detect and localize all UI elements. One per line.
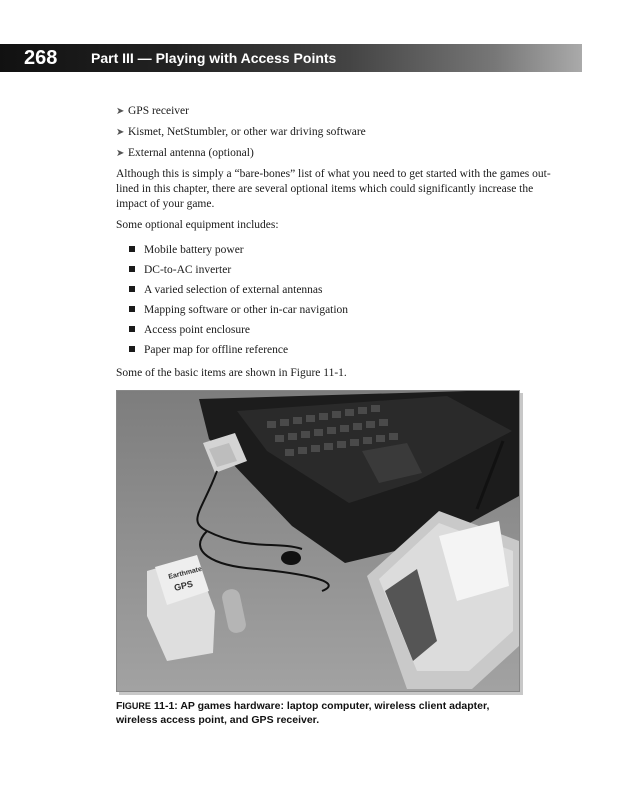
- square-bullet-icon: [129, 326, 135, 332]
- hardware-photo: [116, 390, 520, 692]
- list-item: DC-to-AC inverter: [129, 263, 556, 278]
- gps-brand-label: Earthmate: [167, 565, 203, 581]
- paragraph: Some optional equipment includes:: [116, 219, 279, 231]
- requirements-list: [116, 104, 556, 161]
- square-bullet-icon: [129, 306, 135, 312]
- gps-label: GPS: [173, 578, 194, 593]
- running-head: Part III — Playing with Access Points: [91, 50, 337, 66]
- square-bullet-icon: [129, 286, 135, 292]
- square-bullet-icon: [129, 266, 135, 272]
- arrow-bullet-icon: ➤: [116, 106, 125, 117]
- list-item: ➤ External antenna (optional): [116, 147, 254, 159]
- list-item: A varied selection of external antennas: [129, 283, 556, 298]
- list-item: ➤ GPS receiver: [116, 105, 189, 117]
- arrow-bullet-icon: ➤: [116, 148, 125, 159]
- square-bullet-icon: [129, 346, 135, 352]
- list-item: ➤ Kismet, NetStumbler, or other war driving software: [116, 126, 366, 138]
- figure-label: FIGURE 11-1:: [116, 700, 178, 712]
- paragraph: Although this is simply a “bare-bones” list of what you need to get started with the games out-lined in this chapter, there are several optional items which could significantly increase the impact of your game.: [116, 168, 551, 210]
- list-item: Access point enclosure: [129, 323, 556, 338]
- page-number: 268: [24, 47, 58, 69]
- arrow-bullet-icon: ➤: [116, 127, 125, 138]
- list-item: Paper map for offline reference: [129, 343, 556, 358]
- figure-caption: [116, 699, 536, 727]
- caption-text: AP games hardware: laptop computer, wireless client adapter,: [180, 700, 490, 712]
- list-item: Mobile battery power: [129, 243, 556, 258]
- list-item: Mapping software or other in-car navigation: [129, 303, 556, 318]
- caption-text: wireless access point, and GPS receiver.: [116, 714, 320, 726]
- paragraph: Some of the basic items are shown in Figure 11-1.: [116, 367, 347, 379]
- page-body: [116, 104, 556, 387]
- hardware-photo-drawing: [117, 391, 519, 691]
- optional-equipment-list: [116, 243, 556, 358]
- square-bullet-icon: [129, 246, 135, 252]
